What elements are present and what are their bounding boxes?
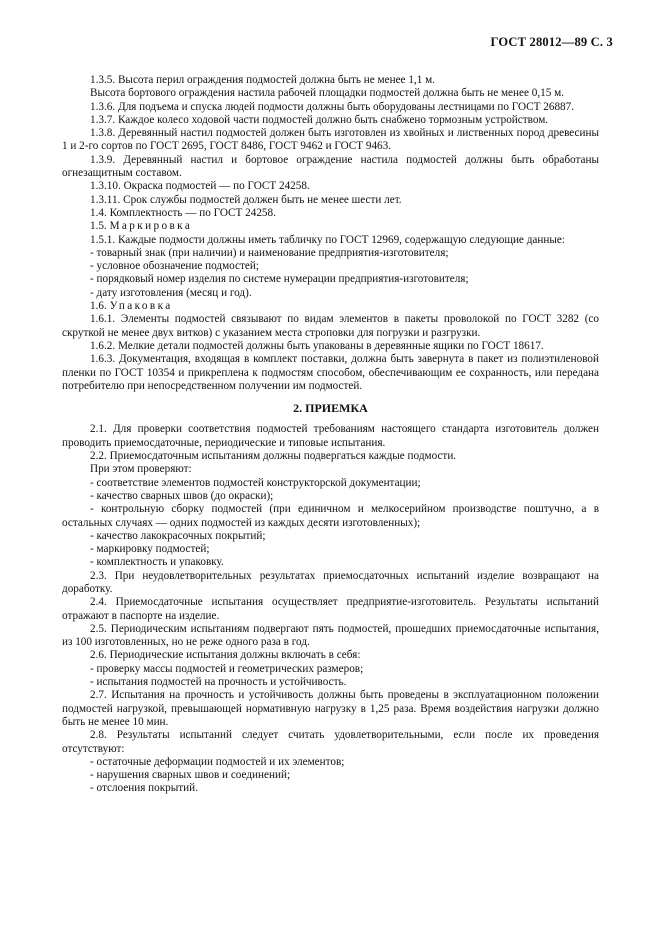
list-item: - остаточные деформации подмостей и их элементов; — [90, 755, 345, 768]
list-item: - качество сварных швов (до окраски); — [90, 489, 274, 502]
paragraph-1-3-5: 1.3.5. Высота перил ограждения подмостей должна быть не менее 1,1 м. — [90, 74, 435, 86]
list-item: - испытания подмостей на прочность и устойчивость. — [90, 676, 347, 689]
list-item: - проверку массы подмостей и геометрических размеров; — [90, 662, 364, 675]
paragraph-1-3-7: 1.3.7. Каждое колесо ходовой части подмостей должно быть снабжено тормозным устройством. — [90, 113, 549, 126]
list-item: - нарушения сварных швов и соединений; — [90, 769, 291, 782]
list-item: - условное обозначение подмостей; — [90, 260, 259, 273]
list-item: - маркировку подмостей; — [90, 543, 210, 556]
paragraph-2-7: 2.7. Испытания на прочность и устойчивость должны быть проведены в эксплуатационном положении подмостей нагрузкой, превышающей нормативную нагрузку в 1,25 раза. Время воздействия нагрузки должно быть не менее 10 мин. — [62, 689, 599, 728]
paragraph-2-6: 2.6. Периодические испытания должны включать в себя: — [90, 649, 361, 662]
paragraph-2-3: 2.3. При неудовлетворительных результатах приемосдаточных испытаний изделие возвращают на доработку. — [62, 569, 599, 595]
paragraph-1-3-11: 1.3.11. Срок службы подмостей должен быть не менее шести лет. — [90, 193, 402, 206]
paragraph-1-3-8: 1.3.8. Деревянный настил подмостей должен быть изготовлен из хвойных и лиственных пород древесины 1 и 2-го сортов по ГОСТ 2695, ГОСТ 8486, ГОСТ 9462 и ГОСТ 9463. — [62, 127, 599, 153]
paragraph-2-2: 2.2. Приемосдаточным испытаниям должны подвергаться каждые подмости. — [90, 450, 457, 463]
list-item: - комплектность и упаковку. — [90, 556, 224, 569]
list-item: - отслоения покрытий. — [90, 782, 198, 795]
list-item: - товарный знак (при наличии) и наименование предприятия-изготовителя; — [90, 246, 449, 259]
paragraph-1-6-3: 1.6.3. Документация, входящая в комплект поставки, должна быть завернута в пакет из полиэтиленовой пленки по ГОСТ 10354 и прикреплена к подмостям способом, обеспечивающим ее сохранность, или передана потребителю при непосредственном получении им подмостей. — [62, 353, 599, 392]
document-body — [62, 74, 599, 796]
list-item: - контрольную сборку подмостей (при единичном и мелкосерийном производстве поштучно, а в остальных случаях — одних подмостей из каждых десяти изготовленных); — [62, 503, 599, 529]
paragraph-1-6-2: 1.6.2. Мелкие детали подмостей должны быть упакованы в деревянные ящики по ГОСТ 18617. — [90, 339, 544, 352]
clause-number: 1.5. — [90, 220, 110, 233]
paragraph-1-5 — [62, 220, 599, 233]
list-item: - соответствие элементов подмостей конструкторской документации; — [90, 476, 421, 489]
paragraph-check-intro: При этом проверяют: — [90, 463, 192, 476]
paragraph-1-6 — [62, 300, 599, 313]
spaced-heading-packing: Упаковка — [109, 300, 173, 313]
paragraph-2-4: 2.4. Приемосдаточные испытания осуществляет предприятие-изготовитель. Результаты испытаний отражают в паспорте на изделие. — [62, 596, 599, 622]
paragraph-1-5-1: 1.5.1. Каждые подмости должны иметь табличку по ГОСТ 12969, содержащую следующие данные: — [90, 233, 565, 246]
paragraph-1-6-1: 1.6.1. Элементы подмостей связывают по видам элементов в пакеты проволокой по ГОСТ 3282 (со скруткой не менее двух витков) с указанием места строповки для погрузки и разгрузки. — [62, 313, 599, 339]
paragraph-2-5: 2.5. Периодическим испытаниям подвергают пять подмостей, прошедших приемосдаточные испытания, из 100 изготовленных, но не реже одного раза в год. — [62, 622, 599, 649]
paragraph-1-3-9: 1.3.9. Деревянный настил и бортовое ограждение настила подмостей должны быть обработаны огнезащитным составом. — [62, 153, 599, 180]
paragraph-2-1: 2.1. Для проверки соответствия подмостей требованиям настоящего стандарта изготовитель должен проводить приемосдаточные, периодические и типовые испытания. — [62, 423, 599, 449]
clause-number: 1.6. — [90, 300, 110, 313]
paragraph-1-4: 1.4. Комплектность — по ГОСТ 24258. — [90, 206, 276, 219]
paragraph-1-3-6: 1.3.6. Для подъема и спуска людей подмости должны быть оборудованы лестницами по ГОСТ 26887. — [90, 100, 575, 113]
paragraph-fence-height: Высота бортового ограждения настила рабочей площадки подмостей должна быть не менее 0,15 м. — [90, 87, 564, 100]
list-item: - дату изготовления (месяц и год). — [90, 286, 252, 299]
spaced-heading-marking: Маркировка — [109, 220, 193, 233]
section-title: 2. ПРИЕМКА — [293, 401, 368, 416]
page-header: ГОСТ 28012—89 С. 3 — [490, 35, 613, 49]
list-item: - порядковый номер изделия по системе нумерации предприятия-изготовителя; — [90, 273, 469, 286]
paragraph-1-3-10: 1.3.10. Окраска подмостей — по ГОСТ 24258. — [90, 180, 310, 193]
paragraph-2-8: 2.8. Результаты испытаний следует считать удовлетворительными, если после их проведения отсутствуют: — [62, 729, 599, 755]
list-item: - качество лакокрасочных покрытий; — [90, 529, 266, 542]
